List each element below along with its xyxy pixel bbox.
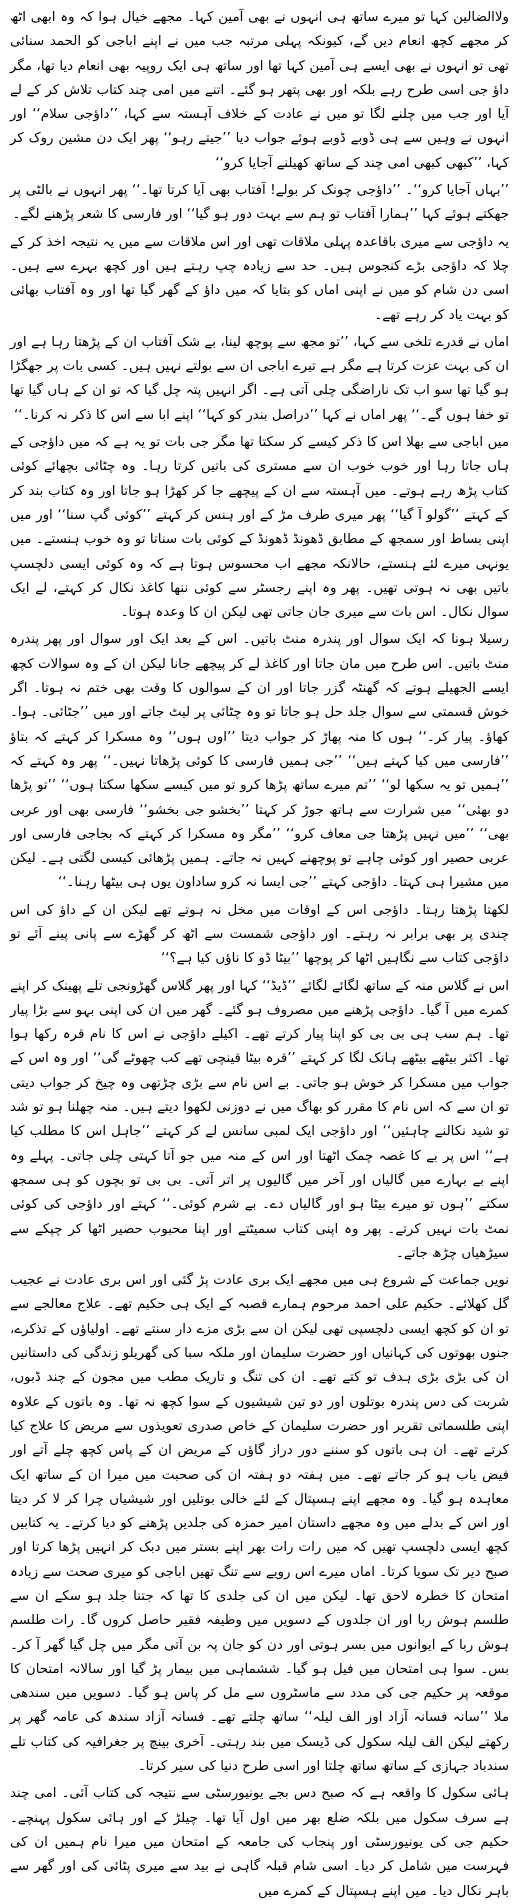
paragraph-8: اس نے گلاس منہ کے ساتھ لگائے لگائے ’’ڈیڈ‘‘ کہا اور پھر گلاس گھڑونجی تلے پھینک کر اپنے کمرے میں آ گیا۔ داؤجی پڑھنے میں مصروف ہو گئے۔ گھر میں ان کی اپنی بہو سے بڑا پیار تھا۔ ہم سب ہی بی بی کو اپنا پیار کرتے تھے۔ اکیلے داؤجی نے اس کا نام قرہ رکھا ہوا تھا۔ اکثر بیٹھے بیٹھے ہانک لگا کر کہتے ’’قرہ بیٹا قینچی تھے کب چھوٹے گی‘‘ اور وہ اس کے جواب میں مسکرا کر خوش ہو جاتی۔ بے اس نام سے بڑی چڑتھی وہ چیخ کر جواب دیتی تو ان سے کہ اس نام کا مقرر کو بھاگ میں نے دوزنی لکھوا دیتے ہیں۔ منہ چھلنا ہو تو شد تو شید نکالنے چاہئیں‘‘ اور داؤجی ایک لمبی سانس لے کر کہتے ’’جاہل اس کا مطلب کیا ہے‘‘ اس پر بے کا غصہ چمک اٹھتا اور اس کے منہ میں جو آتا کہتی چلی جاتی۔ پہلے وہ اپنے بے بہارے میں گالیاں اور آخر میں گالیوں پر اتر آتی۔ بی بی تو بچوں کو ہی سمجھ سکتے ’’ہوں تو میرے بیٹا ہو اور گالیاں دے۔ بے شرم کوئی۔‘‘ کہتے اور داؤجی کی کوئی نمٹ بات نہیں کرتے۔ پھر وہ اپنی کتاب سمیٹتے اور اپنا محبوب حصیر اٹھا کر چپکے سے سیڑھیاں چڑھ جاتے۔ [10,978,509,1261]
paragraph-10: ہائی سکول کا واقعہ ہے کہ صبح دس بجے یونیورسٹی سے نتیجہ کی کتاب آئی۔ امی چند ہے سرف سکول میں بلکہ ضلع بھر میں اول آیا تھا۔ چیلڑ کے اور ہائی سکول پہنچے۔ حکیم جی کی یونیورسٹی اور پنجاب کی جامعہ کے امتحان میں میرا نام ہمیں ان کی فہرست میں شامل کر دیا۔ اسی شام قبلہ گاہی نے بید سے میری پٹائی کی اور گھر سے باہر نکال دیا۔ میں اپنے ہسپتال کے کمرے میں [10,1786,509,1899]
paragraph-2: ’’بہاں آجایا کرو‘‘۔ ’’داؤجی چونک کر بولے! آفتاب بھی آیا کرتا تھا۔‘‘ پھر انہوں نے بالٹی پر جھکتے ہوئے کہا ’’ہمارا آفتاب تو ہم سے بہت دور ہو گیا‘‘ اور فارسی کا شعر پڑھنے لگے۔ [10,183,509,223]
paragraph-4: اماں نے قدرے تلخی سے کہا، ’’تو مجھ سے پوچھ لینا، بے شک آفتاب ان کے پڑھتا رہا ہے اور ان کی بہت عزت کرتا ہے مگر ہے تیرے اباجی ان سے بولتے نہیں ہیں۔ کسی بات پر جھگڑا ہو گیا تھا سو اب تک ناراضگی چلی آتی ہے۔ اگر انہیں پتہ چل گیا کہ تو ان کے ہاں گیا تھا تو خفا ہوں گے۔‘‘ پھر اماں نے کہا ’’دراصل بندر کو کہا‘‘ اپنے ابا سے اس کا ذکر نہ کرنا۔‘‘ [10,334,509,423]
paragraph-1: ولاالضالین کہا تو میرے ساتھ ہی انہوں نے بھی آمین کہا۔ مجھے خیال ہوا کہ وہ ابھی اٹھ کر مجھے کچھ انعام دیں گے، کیونکہ پہلی مرتبہ جب میں نے اپنے اباجی کو الحمد سنائی تھی تو انہوں نے بھی ایسے ہی آمین کہا تھا اور ساتھ ہی ایک روپیہ بھی انعام دیا تھا، مگر داؤ جی اسی طرح رہے بلکہ اور بھی پتھر ہو گئے۔ اتنے میں امی چند کتاب تلاش کر کے لے آیا اور جب میں چلنے لگا تو میں نے عادت کے خلاف آہستہ سے کہا، ’’داؤجی سلام‘‘ اور انہوں نے وہیں سے ہی ڈوبے ڈوبے ہوئے جواب دیا ’’جیتے رہو‘‘ پھر ایک دن مشین روک کر کہا، ’’کبھی کبھی امی چند کے ساتھ کھیلنے آجایا کرو‘‘ [10,10,509,171]
paragraph-7: لکھتا پڑھتا رہتا۔ داؤجی اس کے اوقات میں مخل نہ ہوتے تھے لیکن ان کے داؤ کی اس چندی پر بھی برابر نہ رہتے۔ اور داؤجی شمست سے اٹھ کر گھڑے سے پانی پینے آئے تو داؤجی کتاب سے نگاہیں اٹھا کر پوچھا ’’بیٹا ڈو کا ناؤں کیا ہے؟‘‘ [10,902,509,967]
paragraph-3: یہ داؤجی سے میری باقاعدہ پہلی ملاقات تھی اور اس ملاقات سے میں یہ نتیجہ اخذ کر کے چلا کہ داؤجی بڑے کنجوس ہیں۔ حد سے زیادہ چپ رہتے ہیں اور کچھ بہرے سے ہیں۔ اسی دن شام کو میں نے اپنی اماں کو بتایا کہ میں داؤ کے گھر گیا تھا اور وہ آفتاب بھائی کو بہت یاد کر رہے تھے۔ [10,234,509,323]
paragraph-6: رسیلا ہونا کہ ایک سوال اور پندرہ منٹ باتیں۔ اس کے بعد ایک اور سوال اور پھر پندرہ منٹ باتیں۔ اس طرح میں مان جاتا اور کاغذ لے کر پیچھے جانا لیکن ان کے وہ سوالات کچھ ایسے الجھیلے ہوتے کہ گھنٹہ گزر جاتا اور ان کے سوالوں کا وقت بھی ختم نہ ہوتا۔ اگر خوش قسمتی سے سوال جلد حل ہو جاتا تو وہ چٹائی پر لیٹ جاتے اور میں ’’جٹائی۔ ہوا۔ کھاؤ۔ پیار کر۔‘‘ ہوں کا منہ پھاڑ کر جواب دیتا ’’اوں ہوں‘‘ وہ مسکرا کر کہتے کہ بتاؤ ’’فارسی میں کیا کہتے ہیں‘‘ ’’جی ہمیں فارسی کا کوئی پڑھاتا نہیں۔‘‘ پھر وہ کہتے کہ ’’ہمیں تو یہ سکھا لو‘‘ ’’تم میرے ساتھ پڑھا کرو تو میں کیسے سکھا سکتا ہوں‘‘ ’’تو پڑھا دو بھئی‘‘ میں شرارت سے ہاتھ جوڑ کر کہتا ’’بخشو جی بخشو‘‘ فارسی بھی اور عربی بھی‘‘ ’’میں نہیں پڑھتا جی معاف کرو‘‘ ’’مگر وہ مسکرا کر کہتے کہ بجاجی فارسی اور عربی حصیر اور کوئی چاہے تو پوچھنے کہیں نہ جاتے۔ ہمیں پڑھائی کیسی لگتی ہے۔ لیکن میں مشیرا ہی کہتا۔ داؤجی کہتے ’’جی ایسا نہ کرو ساداون یوں ہی بیٹھا رہنا۔‘‘ [10,632,509,891]
paragraph-5: میں اباجی سے بھلا اس کا ذکر کیسے کر سکتا تھا مگر جی بات تو یہ ہے کہ میں داؤجی کے ہاں جاتا رہا اور خوب خوب ان سے مستری کی باتیں کرتا رہا۔ وہ چٹائی بچھائے کوئی کتاب پڑھ رہے ہوتے۔ میں آہستہ سے ان کے پیچھے جا کر کھڑا ہو جاتا اور وہ کتاب بند کر کے کہتے ’’گولو آ گیا‘‘ پھر میری طرف مڑ کے اور ہنس کر کہتے ’’کوئی گپ سنا‘‘ اور میں اپنی بساط اور سمجھ کے مطابق ڈھونڈ ڈھونڈ کے کوئی بات سناتا تو وہ خوب ہنستے۔ میں یونہی میرے لئے ہنستے، حالانکہ مجھے اب محسوس ہوتا ہے کہ وہ کوئی ایسی دلچسپ باتیں بھی نہ ہوتی تھیں۔ پھر وہ اپنے رجسٹر سے کوئی ننھا کاغذ نکال کر کہتے، لے ایک سوال نکال۔ اس بات سے میری جان جاتی تھی لیکن ان کا وعدہ ہوتا۔ [10,435,509,621]
paragraph-9: نویں جماعت کے شروع ہی میں مجھے ایک بری عادت پڑ گئی اور اس بری عادت نے عجیب گل کھلائے۔ حکیم علی احمد مرحوم ہمارے قصبہ کے ایک ہی حکیم تھے۔ علاج معالجے سے تو ان کو کچھ ایسی دلچسپی تھی لیکن ان سے بڑی مزے دار سنتے تھے۔ اولیاؤں کے تذکرے، جنوں بھوتوں کی کہانیاں اور حضرت سلیمان اور ملکہ سبا کی گھریلو زندگی کی داستانیں ان کی بڑی بڑی ہدف تو کتے تھے۔ ان کی تنگ و تاریک مطب میں مجون کے چند ڈبوں، شربت کی دس پندرہ بوتلوں اور دو تین شیشیوں کے سوا کچھ نہ تھا۔ وہ باتوں کے علاوہ اپنی طلسماتی تقریر اور حضرت سلیمان کے خاص صدری تعویذوں سے مریض کا علاج کیا کرتے تھے۔ ان ہی باتوں کو سننے دور دراز گاؤں کے مریض ان کے پاس کچھ چلے آتے اور فیض یاب ہو کر جاتے تھے۔ میں ہفتہ دو ہفتہ ان کی صحبت میں میرا ان کے ساتھ ایک معاہدہ ہو گیا۔ وہ مجھے اپنے ہسپتال کے لئے خالی بوتلیں اور شیشیاں چرا کر لا کر دیتا اور اس کے بدلے میں وہ مجھے داستان امیر حمزہ کی جلدیں پڑھنے کو دیا کرتے۔ یہ کتابیں کچھ ایسی دلچسپ تھیں کہ میں رات رات بھر اپنے بستر میں دبک کر انہیں پڑھا کرتا اور صبح دیر تک سویا کرتا۔ اماں میرے اس رویے سے تنگ تھیں اباجی کو میری صحت سے زیادہ امتحان کا خطرہ لاحق تھا۔ لیکن میں ان کی جلدی کا تھا کہ جتنا جلد ہو سکے ان سے طلسم ہوش ربا اور ان جلدوں کے دسویں میں وظیفہ فقیر حاصل کروں گا۔ رات طلسم ہوش ربا کے ایوانوں میں بسر ہوتی اور دن کو جان پہ بن آتی مگر میں چل گیا گھر آ کر۔ بس۔ سوا ہی امتحان میں فیل ہو گیا۔ ششماہی میں بیمار پڑ گیا اور سالانہ امتحان کا موقعہ پر حکیم جی کی مدد سے ماسٹروں سے مل کر پاس ہو گیا۔ دسویں میں سندھی ملا ’’سانہ فسانہ آزاد اور الف لیلہ‘‘ ساتھ چلتے تھے۔ فسانہ آزاد سندھ کی عامہ گھر پر رکھتے لیکن الف لیلہ سکول کی ڈیسک میں بند رہتی۔ آخری بینچ پر جغرافیہ کی کتاب تلے سندباد جہازی کے ساتھ ساتھ چلتا اور اسی طرح دنیا کی سیر کرتا۔ [10,1273,509,1775]
